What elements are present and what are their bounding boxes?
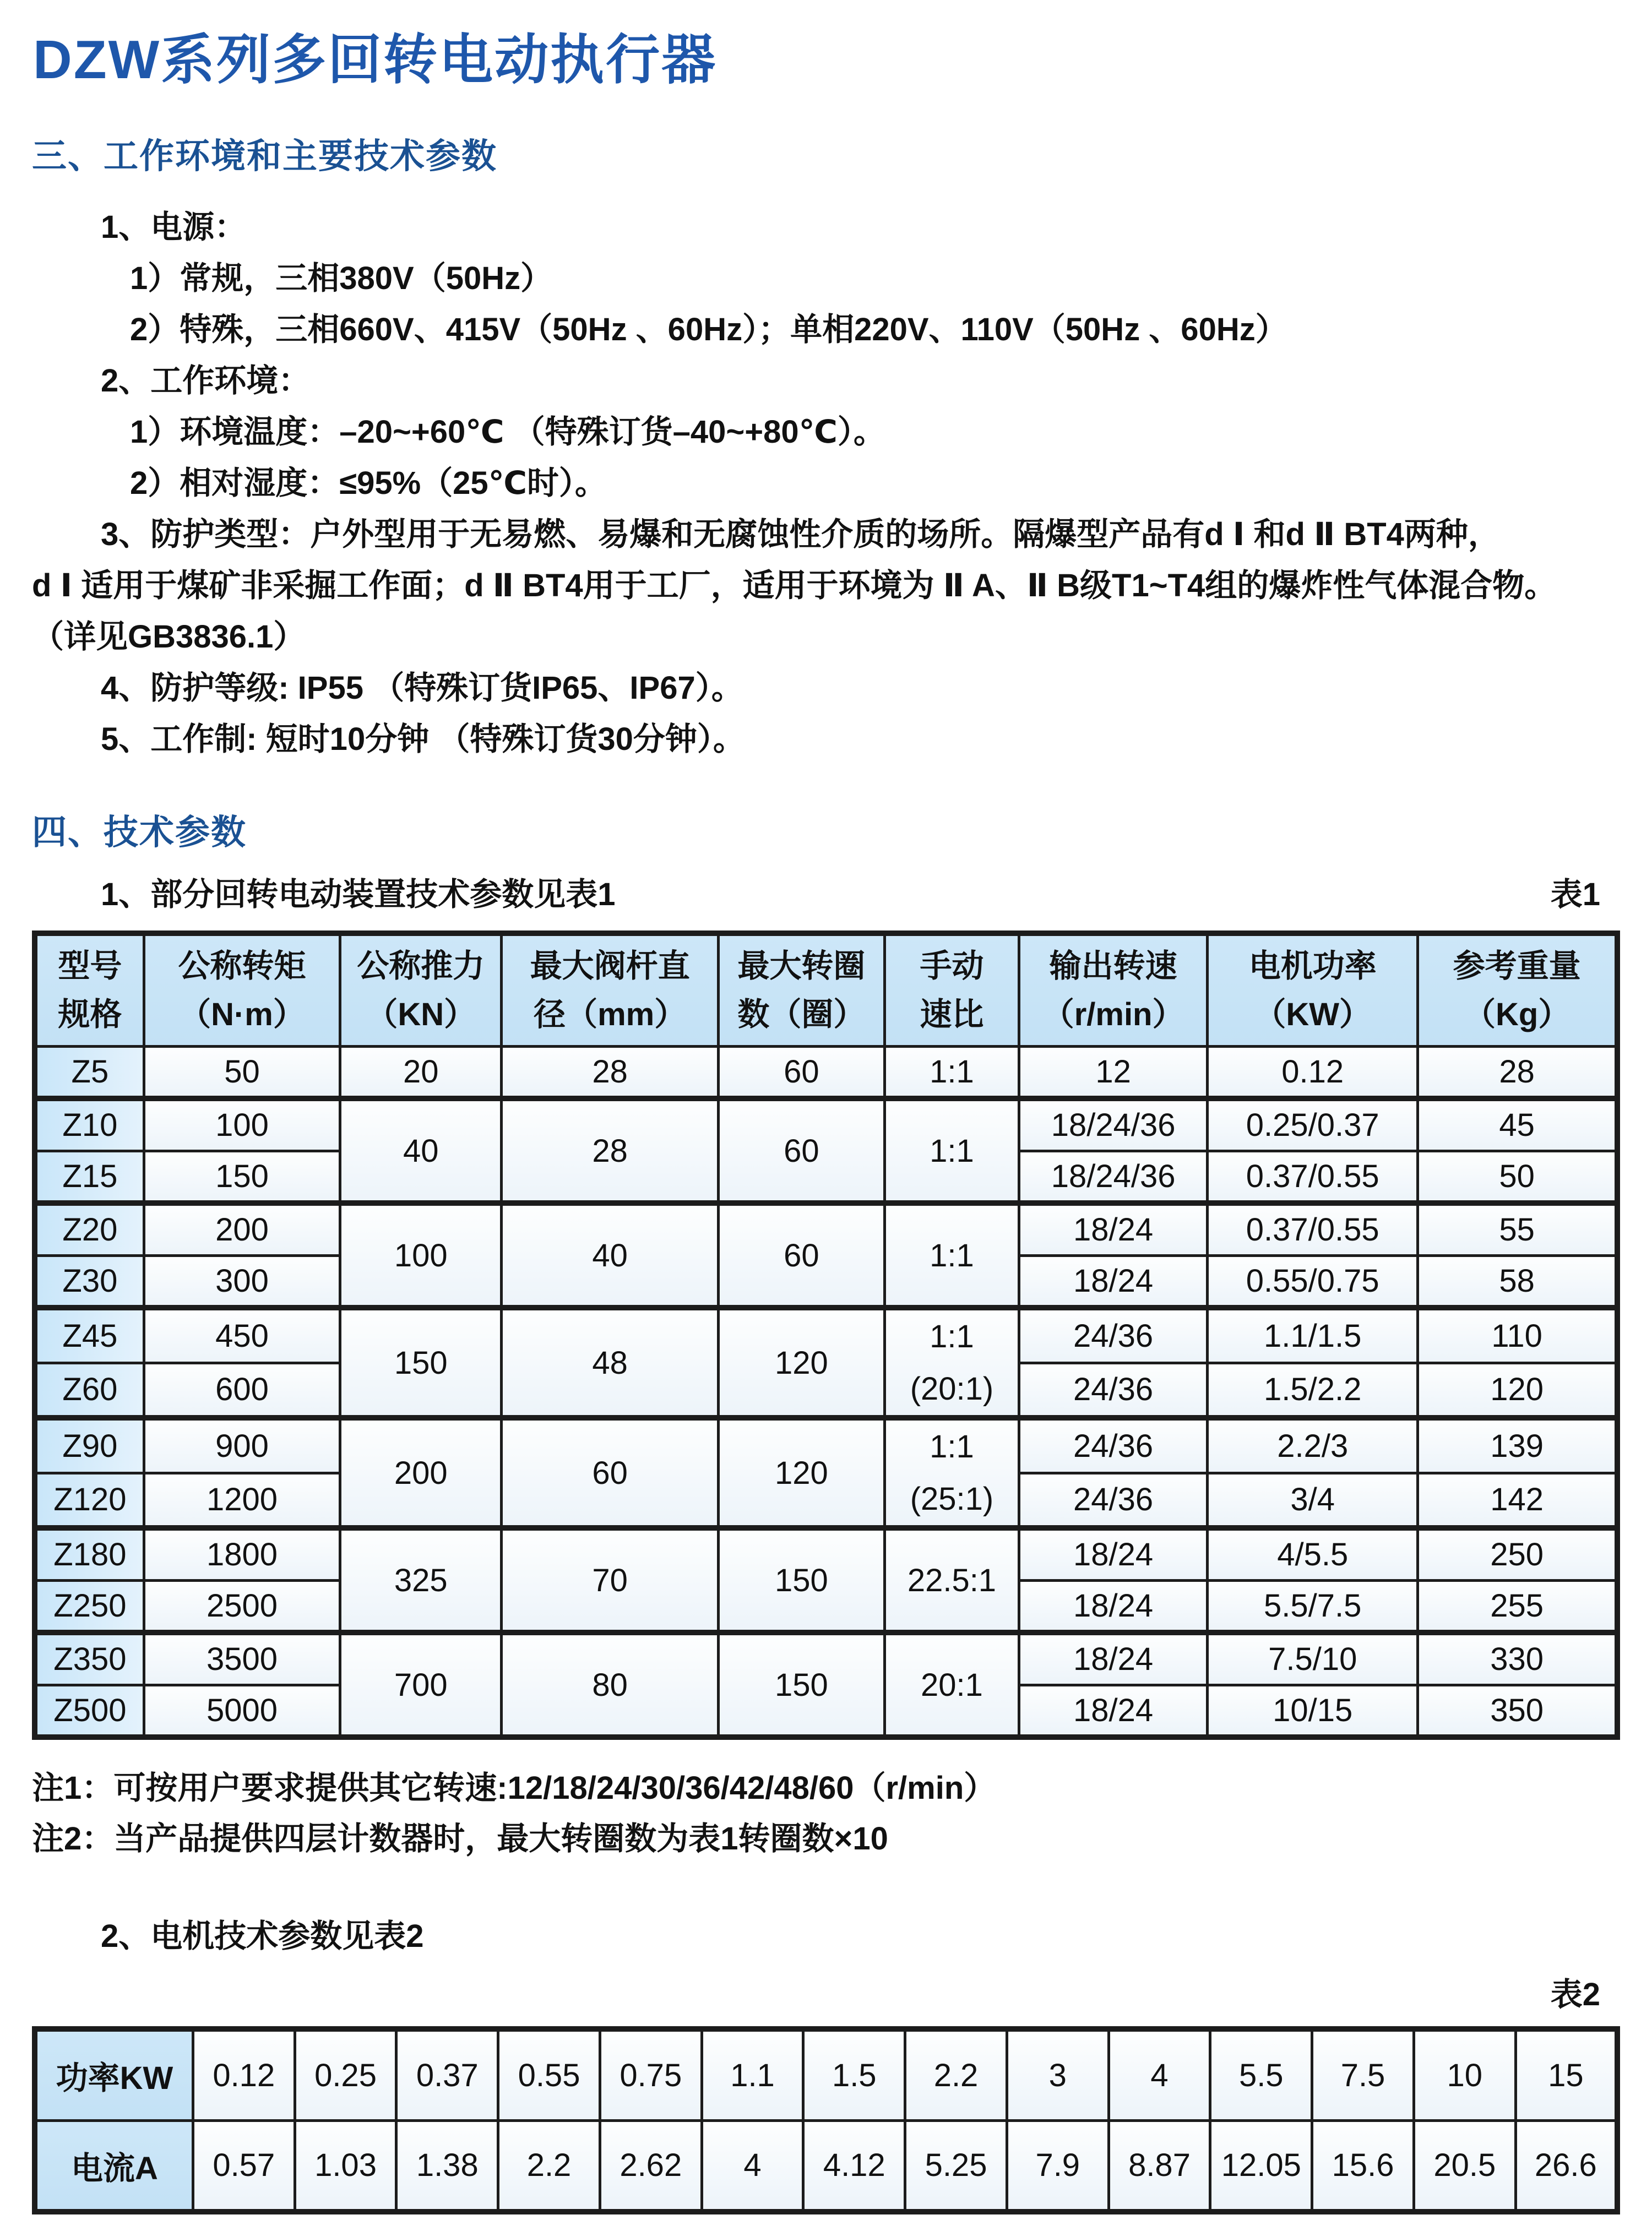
table1-row — [35, 1418, 1617, 1473]
table1-cell: 3500 — [144, 1633, 340, 1685]
table1-cell: 0.55/0.75 — [1208, 1255, 1418, 1308]
table1-cell: 5.5/7.5 — [1208, 1580, 1418, 1633]
table1-cell: 28 — [502, 1098, 719, 1203]
table1-cell: 60 — [719, 1203, 885, 1308]
table1-cell: 18/24 — [1019, 1203, 1208, 1255]
table1-header-cell: 公称转矩 （N·m） — [144, 933, 340, 1046]
table1-cell: 0.12 — [1208, 1046, 1418, 1098]
table2-cell: 0.12 — [193, 2029, 295, 2120]
table2-header-cell: 功率KW — [35, 2029, 193, 2120]
table1-cell: 48 — [502, 1308, 719, 1418]
table1-cell: 50 — [144, 1046, 340, 1098]
section3-line: 2）相对湿度：≤95%（25℃时）。 — [130, 465, 607, 501]
table1-cell: 40 — [340, 1098, 502, 1203]
table1-cell: 700 — [340, 1633, 502, 1737]
note-2: 注2：当产品提供四层计数器时，最大转圈数为表1转圈数×10 — [32, 1821, 888, 1857]
table1-cell: 24/36 — [1019, 1363, 1208, 1418]
table2-cell: 4 — [702, 2120, 803, 2212]
table1-model-cell: Z500 — [35, 1685, 144, 1737]
table2-row — [35, 2029, 1617, 2120]
table1-body — [35, 1046, 1617, 1737]
table1-cell: 1:1 (25:1) — [884, 1418, 1019, 1528]
table1-model-cell: Z90 — [35, 1418, 144, 1473]
table1-header-cell: 公称推力 （KN） — [340, 933, 502, 1046]
table1-header-cell: 最大阀杆直 径（mm） — [502, 933, 719, 1046]
section3-line: 4、防护等级: IP55 （特殊订货IP65、IP67）。 — [101, 670, 743, 706]
section3-lines — [32, 202, 1620, 765]
table1-model-cell: Z180 — [35, 1528, 144, 1580]
table2-row — [35, 2120, 1617, 2212]
table2-cell: 12.05 — [1210, 2120, 1312, 2212]
table1-model-cell: Z350 — [35, 1633, 144, 1685]
table1-cell: 600 — [144, 1363, 340, 1418]
table1-cell: 1:1 (20:1) — [884, 1308, 1019, 1418]
table2-cell: 15.6 — [1312, 2120, 1414, 2212]
table1-cell: 1800 — [144, 1528, 340, 1580]
table1-row — [35, 1098, 1617, 1151]
table1-cell: 0.37/0.55 — [1208, 1203, 1418, 1255]
table1-cell: 18/24/36 — [1019, 1098, 1208, 1151]
table1-header-cell: 手动 速比 — [884, 933, 1019, 1046]
table2-body — [35, 2029, 1617, 2212]
table2-cell: 0.75 — [600, 2029, 702, 2120]
table1-cell: 24/36 — [1019, 1418, 1208, 1473]
table1-cell: 3/4 — [1208, 1473, 1418, 1528]
section3-line: 1）常规，三相380V（50Hz） — [130, 260, 553, 296]
table1-cell: 330 — [1418, 1633, 1617, 1685]
table2-cell: 2.2 — [498, 2120, 600, 2212]
table1-cell: 200 — [144, 1203, 340, 1255]
section3-line: d Ⅰ 适用于煤矿非采掘工作面；d Ⅱ BT4用于工厂，适用于环境为 Ⅱ A、Ⅱ B级T1~T4组的爆炸性气体混合物。 — [32, 568, 1557, 603]
table2-cell: 2.2 — [905, 2029, 1007, 2120]
table1-cell: 120 — [719, 1418, 885, 1528]
table1-cell: 1.1/1.5 — [1208, 1308, 1418, 1363]
table1-cell: 350 — [1418, 1685, 1617, 1737]
table2-cell: 0.57 — [193, 2120, 295, 2212]
table1-cell: 150 — [719, 1528, 885, 1633]
table1-cell: 12 — [1019, 1046, 1208, 1098]
table1-cell: 100 — [144, 1098, 340, 1151]
table1-header-cell: 输出转速 （r/min） — [1019, 933, 1208, 1046]
table1-cell: 18/24 — [1019, 1255, 1208, 1308]
table1-header-cell: 型号 规格 — [35, 933, 144, 1046]
table1-notes — [32, 1763, 1620, 1864]
table1-cell: 7.5/10 — [1208, 1633, 1418, 1685]
table1-model-cell: Z5 — [35, 1046, 144, 1098]
section3-heading: 三、工作环境和主要技术参数 — [32, 137, 497, 176]
table1-cell: 45 — [1418, 1098, 1617, 1151]
table1-label: 表1 — [1550, 877, 1600, 912]
table1-model-cell: Z30 — [35, 1255, 144, 1308]
table1-model-cell: Z10 — [35, 1098, 144, 1151]
table1-cell: 100 — [340, 1203, 502, 1308]
table1-cell: 120 — [1418, 1363, 1617, 1418]
table1-row — [35, 1203, 1617, 1255]
table1-header-cell: 最大转圈 数（圈） — [719, 933, 885, 1046]
section3-line: 5、工作制: 短时10分钟 （特殊订货30分钟）。 — [101, 721, 745, 757]
table1-cell: 250 — [1418, 1528, 1617, 1580]
table1-cell: 60 — [502, 1418, 719, 1528]
table1-model-cell: Z20 — [35, 1203, 144, 1255]
table2-caption: 2、电机技术参数见表2 — [101, 1918, 424, 1954]
table1-cell: 24/36 — [1019, 1308, 1208, 1363]
table1-cell: 255 — [1418, 1580, 1617, 1633]
table1-model-cell: Z60 — [35, 1363, 144, 1418]
table1-cell: 139 — [1418, 1418, 1617, 1473]
table2-cell: 1.5 — [803, 2029, 905, 2120]
table2-cell: 7.5 — [1312, 2029, 1414, 2120]
table2 — [32, 2026, 1620, 2214]
table1-cell: 325 — [340, 1528, 502, 1633]
section3-line: 1、电源： — [101, 209, 247, 245]
table1-head-row — [35, 933, 1617, 1046]
table1-cell: 28 — [502, 1046, 719, 1098]
table2-cell: 2.62 — [600, 2120, 702, 2212]
table1-caption: 1、部分回转电动装置技术参数见表1 — [101, 877, 616, 912]
table2-cell: 7.9 — [1007, 2120, 1108, 2212]
table2-cell: 3 — [1007, 2029, 1108, 2120]
table2-caption-row — [32, 1915, 1620, 1958]
table1-cell: 110 — [1418, 1308, 1617, 1363]
table1-cell: 450 — [144, 1308, 340, 1363]
table1-cell: 20:1 — [884, 1633, 1019, 1737]
table1-cell: 120 — [719, 1308, 885, 1418]
table1-cell: 22.5:1 — [884, 1528, 1019, 1633]
table1-cell: 142 — [1418, 1473, 1617, 1528]
table1-cell: 80 — [502, 1633, 719, 1737]
table2-cell: 20.5 — [1414, 2120, 1515, 2212]
table1-cell: 50 — [1418, 1151, 1617, 1203]
table1-cell: 150 — [340, 1308, 502, 1418]
section3-line: 1）环境温度：–20~+60℃ （特殊订货–40~+80℃）。 — [130, 414, 885, 450]
table2-cell: 4.12 — [803, 2120, 905, 2212]
table2-cell: 1.1 — [702, 2029, 803, 2120]
table1-cell: 2500 — [144, 1580, 340, 1633]
table2-cell: 10 — [1414, 2029, 1515, 2120]
table1-row — [35, 1633, 1617, 1685]
table2-cell: 0.37 — [396, 2029, 498, 2120]
table1-cell: 24/36 — [1019, 1473, 1208, 1528]
table1-cell: 0.37/0.55 — [1208, 1151, 1418, 1203]
table1-cell: 900 — [144, 1418, 340, 1473]
table1-cell: 5000 — [144, 1685, 340, 1737]
table1-cell: 60 — [719, 1046, 885, 1098]
table1-cell: 150 — [719, 1633, 885, 1737]
section4-heading: 四、技术参数 — [32, 813, 247, 852]
table1-header-cell: 电机功率 （KW） — [1208, 933, 1418, 1046]
table1-cell: 55 — [1418, 1203, 1617, 1255]
table1-cell: 2.2/3 — [1208, 1418, 1418, 1473]
table1-cell: 10/15 — [1208, 1685, 1418, 1737]
section3-line: 3、防护类型：户外型用于无易燃、易爆和无腐蚀性介质的场所。隔爆型产品有d Ⅰ 和d Ⅱ BT4两种， — [101, 516, 1500, 552]
table2-cell: 26.6 — [1515, 2120, 1617, 2212]
table2-label: 表2 — [1550, 1977, 1600, 2012]
table1-cell: 1:1 — [884, 1203, 1019, 1308]
table2-cell: 0.55 — [498, 2029, 600, 2120]
table1-cell: 70 — [502, 1528, 719, 1633]
note-1: 注1：可按用户要求提供其它转速:12/18/24/30/36/42/48/60（r/min） — [32, 1770, 996, 1806]
table1-cell: 1200 — [144, 1473, 340, 1528]
table1-model-cell: Z250 — [35, 1580, 144, 1633]
table1-cell: 1:1 — [884, 1046, 1019, 1098]
table1-header-cell: 参考重量 （Kg） — [1418, 933, 1617, 1046]
table1 — [32, 931, 1620, 1740]
table2-cell: 4 — [1108, 2029, 1210, 2120]
table1-cell: 1.5/2.2 — [1208, 1363, 1418, 1418]
table1-model-cell: Z15 — [35, 1151, 144, 1203]
table1-caption-row — [32, 873, 1620, 916]
table1-cell: 40 — [502, 1203, 719, 1308]
table2-cell: 1.38 — [396, 2120, 498, 2212]
page-title: DZW系列多回转电动执行器 — [33, 29, 718, 90]
table1-cell: 58 — [1418, 1255, 1617, 1308]
table1-row — [35, 1046, 1617, 1098]
table2-cell: 1.03 — [295, 2120, 396, 2212]
table1-cell: 18/24 — [1019, 1685, 1208, 1737]
table1-cell: 18/24 — [1019, 1633, 1208, 1685]
table1-cell: 150 — [144, 1151, 340, 1203]
table1-cell: 1:1 — [884, 1098, 1019, 1203]
table1-cell: 60 — [719, 1098, 885, 1203]
table2-cell: 5.5 — [1210, 2029, 1312, 2120]
table1-row — [35, 1528, 1617, 1580]
table2-cell: 8.87 — [1108, 2120, 1210, 2212]
section3-line: （详见GB3836.1） — [32, 619, 306, 655]
table1-cell: 300 — [144, 1255, 340, 1308]
section3-line: 2）特殊，三相660V、415V（50Hz 、60Hz）；单相220V、110V（50Hz 、60Hz） — [130, 312, 1287, 347]
table1-cell: 18/24 — [1019, 1580, 1208, 1633]
table1-cell: 4/5.5 — [1208, 1528, 1418, 1580]
table1-model-cell: Z45 — [35, 1308, 144, 1363]
table1-cell: 200 — [340, 1418, 502, 1528]
section3-line: 2、工作环境： — [101, 363, 311, 399]
table1-cell: 18/24/36 — [1019, 1151, 1208, 1203]
table1-row — [35, 1308, 1617, 1363]
table1-model-cell: Z120 — [35, 1473, 144, 1528]
table1-cell: 20 — [340, 1046, 502, 1098]
table2-cell: 0.25 — [295, 2029, 396, 2120]
table2-cell: 5.25 — [905, 2120, 1007, 2212]
table2-cell: 15 — [1515, 2029, 1617, 2120]
table2-header-cell: 电流A — [35, 2120, 193, 2212]
table1-cell: 0.25/0.37 — [1208, 1098, 1418, 1151]
table1-cell: 18/24 — [1019, 1528, 1208, 1580]
table1-cell: 28 — [1418, 1046, 1617, 1098]
